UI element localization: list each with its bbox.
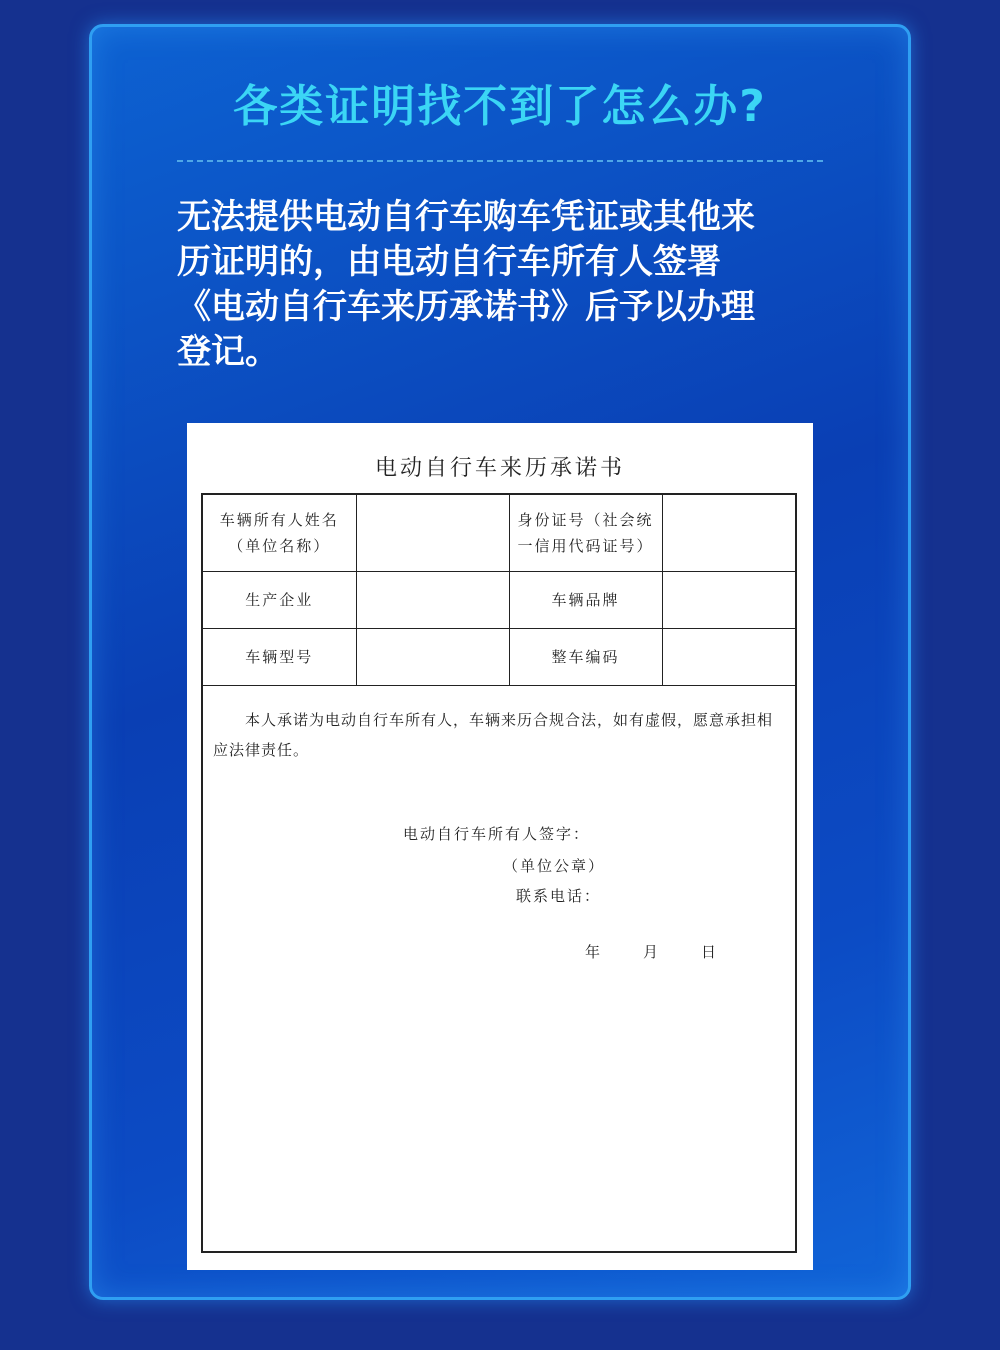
- dashed-divider: [177, 160, 823, 162]
- pledge-statement: 本人承诺为电动自行车所有人，车辆来历合规合法，如有虚假，愿意承担相应法律责任。: [213, 711, 774, 759]
- owner-name-label: 车辆所有人姓名（单位名称）: [203, 495, 356, 571]
- date-year: 年: [585, 943, 603, 961]
- model-label: 车辆型号: [203, 628, 356, 685]
- owner-name-field[interactable]: [356, 495, 509, 571]
- form-table: [203, 495, 795, 686]
- signature-label: 电动自行车所有人签字：: [403, 825, 591, 843]
- date-day: 日: [701, 943, 719, 961]
- pledge-form-document: [187, 423, 813, 1270]
- phone-label: 联系电话：: [516, 887, 602, 905]
- date-month: 月: [643, 943, 661, 961]
- brand-label: 车辆品牌: [509, 571, 662, 628]
- document-title: 电动自行车来历承诺书: [374, 456, 625, 481]
- vehicle-code-field[interactable]: [662, 628, 795, 685]
- table-row: [203, 571, 795, 628]
- brand-field[interactable]: [662, 571, 795, 628]
- form-frame: [201, 493, 797, 1253]
- model-field[interactable]: [356, 628, 509, 685]
- table-row: [203, 495, 795, 571]
- manufacturer-field[interactable]: [356, 571, 509, 628]
- body-text: 无法提供电动自行车购车凭证或其他来历证明的，由电动自行车所有人签署《电动自行车来历承诺书》后予以办理登记。: [177, 197, 755, 372]
- seal-label: （单位公章）: [503, 857, 606, 875]
- id-number-field[interactable]: [662, 495, 795, 571]
- table-row: [203, 628, 795, 685]
- vehicle-code-label: 整车编码: [509, 628, 662, 685]
- page-title: 各类证明找不到了怎么办?: [233, 81, 767, 132]
- id-number-label: 身份证号（社会统一信用代码证号）: [509, 495, 662, 571]
- manufacturer-label: 生产企业: [203, 571, 356, 628]
